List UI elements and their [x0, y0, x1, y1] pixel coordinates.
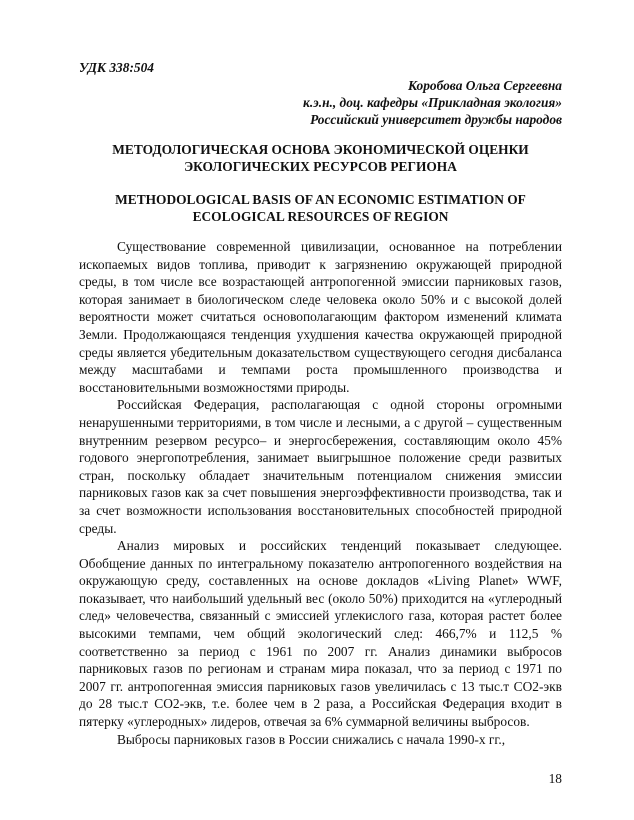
title-russian — [79, 142, 562, 175]
title-english-line: ECOLOGICAL RESOURCES OF REGION — [192, 208, 449, 224]
body-paragraph: Выбросы парниковых газов в России снижались с начала 1990-х гг., — [117, 731, 506, 747]
udk-code: УДК 338:504 — [79, 60, 154, 75]
body-paragraph: Анализ мировых и российских тенденций показывает следующее. Обобщение данных по интегральному показателю антропогенного воздействия на окружающую среду, составленных на основе докладов «Living Planet» WWF, показывает, что наибольший удельный вес (около 50%) приходится на «углеродный след» человечества, связанный с эмиссией углекислого газа, которая растет более высокими темпами, чем общий экологический след: 466,7% и 112,5 % соответственно за период с 1961 по 2007 гг. Анализ динамики выбросов парниковых газов по регионам и странам мира показал, что за период с 1971 по 2007 гг. антропогенная эмиссия парниковых газов увеличилась с 13 тыс.т СО2-экв до 28 тыс.т СО2-экв, т.е. более чем в 2 раза, а Российская Федерация входит в пятерку «углеродных» лидеров, отвечая за 6% суммарной величины выбросов. — [79, 538, 562, 730]
body-paragraph: Существование современной цивилизации, основанное на потреблении ископаемых видов топлива, приводит к загрязнению окружающей природной среды, в том числе все возрастающей антропогенной эмиссии парниковых газов, которая занимает в биологическом следе человека около 50% и с высокой долей вероятности может считаться основополагающим фактором изменений климата Земли. Продолжающаяся тенденция ухудшения качества окружающей природной среды является убедительным доказательством существующего сегодня дисбаланса между масштабами и темпами роста промышленного производства и восстановительными возможностями природы. — [79, 239, 562, 395]
title-english-line: METHODOLOGICAL BASIS OF AN ECONOMIC ESTIMATION OF — [115, 192, 526, 207]
author-name: Коробова Ольга Сергеевна — [407, 78, 562, 93]
title-russian-line: МЕТОДОЛОГИЧЕСКАЯ ОСНОВА ЭКОНОМИЧЕСКОЙ ОЦЕНКИ — [112, 142, 529, 157]
article-body — [79, 238, 562, 748]
title-english — [79, 192, 562, 225]
author-block — [122, 77, 562, 128]
title-russian-line: ЭКОЛОГИЧЕСКИХ РЕСУРСОВ РЕГИОНА — [184, 158, 457, 174]
page-number: 18 — [548, 771, 562, 786]
body-paragraph: Российская Федерация, располагающая с одной стороны огромными ненарушенными территориями, в том числе и лесными, а с другой – существенным внутренним резервом ресурсо– и энергосбережения, составляющим около 45% годового энергопотребления, занимает выигрышное положение среди развитых стран, поскольку обладает значительным потенциалом снижения эмиссии парниковых газов как за счет повышения энергоэффективности производства, так и за счет возможности использования восстановительных способностей природной среды. — [79, 397, 562, 536]
author-position: к.э.н., доц. кафедры «Прикладная экология» — [303, 95, 562, 110]
author-affiliation: Российский университет дружбы народов — [310, 112, 562, 127]
